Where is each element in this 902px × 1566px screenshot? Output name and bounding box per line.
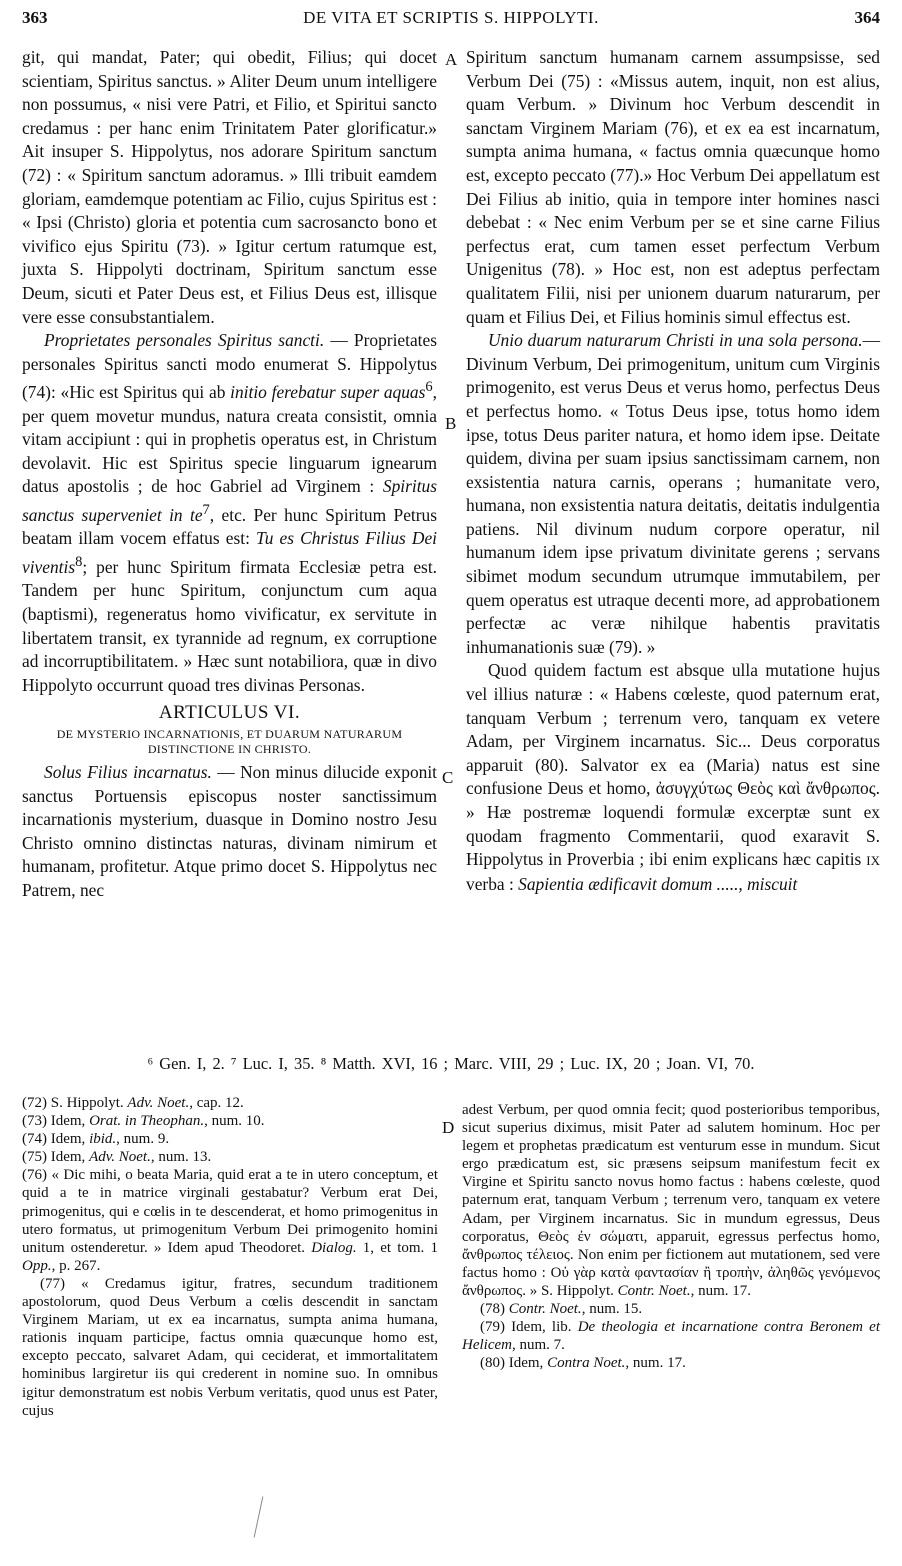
margin-marker-a: A bbox=[445, 50, 458, 69]
section-heading: Proprietates personales Spiritus sancti. bbox=[44, 330, 325, 351]
greek-text: Θεὸς ἐν σώματι bbox=[538, 1228, 644, 1245]
paragraph: Proprietates personales Spiritus sancti. — Proprietates personales Spiritus sancti modo enumerat S. Hippolytus (74): «Hic est Spiritus qui ab initio ferebatur super aquas$^6$, per quem movetur mundus, natura creata consistit, omnia vitam accipiunt : qui in prophetis operatus est, in Christum devolavit. Hic est Spiritus specie linguarum ignearum datus apostolis ; de hoc Gabriel ad Virginem : Spiritus sanctus superveniet in $te^7$, etc. Per hunc Spiritum Petrus beatam illam vocem effatus est: Tu es Christus Filius Dei viventis$^8$; per hunc Spiritum firmata Ecclesiæ petra est. Tandem per hunc Spiritum, conjunctum cum aqua (baptismi), regeneratus homo vivificatur, ex servitute in libertatem transit, ex tyrannide ad regnum, ex corruptione ad incorruptibilitatem. » Hæc sunt notabiliora, quæ in divo Hippolyto occurrunt quoad tres divinas Personas. bbox=[22, 330, 437, 695]
footnote: (77) « Credamus igitur, fratres, secundum traditionem apostolorum, quod Deus Verbum a cœlis descendit in sanctam Virginem Mariam, ut ex ea incarnatus, sumpta anima humana, rationis inquam participe, factus omnia quæcunque homo est, excepto peccato, salvaret Adam, qui ceciderat, et immortalitatem hominibus largiretur iis qui crederent in nomine suo. In omnibus igitur demonstratum est nobis Verbum veritatis, quod unus est Pater, cujus bbox=[22, 1275, 438, 1419]
margin-marker-c: C bbox=[442, 768, 454, 787]
note-ref: 7 bbox=[202, 502, 210, 519]
running-title: DE VITA ET SCRIPTIS S. HIPPOLYTI. bbox=[303, 8, 599, 27]
margin-marker-b: B bbox=[445, 414, 457, 433]
footnotes-left bbox=[22, 1094, 438, 1420]
scan-mark bbox=[254, 1496, 264, 1537]
running-header bbox=[22, 8, 880, 38]
greek-text: ἄνθρωπος τέλειος bbox=[462, 1246, 570, 1263]
scripture-footnotes: ⁶ Gen. I, 2. ⁷ Luc. I, 35. ⁸ Matth. XVI, 16 ; Marc. VIII, 29 ; Luc. IX, 20 ; Joan. VI, 70. bbox=[147, 1054, 755, 1073]
note-ref: 8 bbox=[75, 554, 83, 571]
greek-text: ἀσυγχύτως Θεὸς καὶ ἄνθρωπος bbox=[655, 778, 876, 799]
footnote: (78) Contr. Noet., num. 15. bbox=[480, 1301, 643, 1318]
footnote: (76) « Dic mihi, o beata Maria, quid erat a te in utero conceptum, et quid a te in matrice virginali gestabatur? Verbum erat Dei, primogenitus, qui e cœlis in te descenderat, et homo primogenitus in utero formatus, ut primogenitum Verbum Dei primogenito homini unitum ostenderetur. » Idem apud Theodoret. Dialog. 1, et tom. 1 Opp., p. 267. bbox=[22, 1167, 438, 1274]
margin-marker-d: D bbox=[442, 1118, 455, 1137]
footnote: (74) Idem, ibid., num. 9. bbox=[22, 1131, 170, 1148]
section-heading: Solus Filius incarnatus. bbox=[44, 762, 212, 783]
footnote: (72) S. Hippolyt. Adv. Noet., cap. 12. bbox=[22, 1095, 244, 1111]
page-number-left: 363 bbox=[22, 8, 48, 27]
right-column bbox=[466, 46, 880, 896]
left-column bbox=[22, 46, 437, 903]
paragraph: Solus Filius incarnatus. — Non minus dilucide exponit sanctus Portuensis episcopus noster sanctissimum incarnationis mysterium, duasque in Domino nostro Jesu Christo omnino distinctas naturas, divinam nimirum et humanam, profitetur. Atque primo docet S. Hippolytus nec Patrem, nec bbox=[22, 762, 437, 900]
paragraph: Quod quidem factum est absque ulla mutatione hujus vel illius naturæ : « Habens cœleste, quod paternum erat, tanquam Verbum ; terrenum vero, tanquam ex vetere Adam, per Virginem incarnatus. Sic... Deus corporatus apparuit (80). Salvator ex ea (Maria) natus est sine confusione Deus et homo, ἀσυγχύτως Θεὸς καὶ ἄνθρωπος. » Hæ postremæ loquendi formulæ excerptæ sunt ex quodam fragmento Commentarii, quod exaravit S. Hippolytus in Proverbia ; ibi enim explicans hæc capitis IX verba : Sapientia ædificavit domum ....., miscuit bbox=[466, 660, 880, 894]
paragraph: Spiritum sanctum humanam carnem assumpsisse, sed Verbum Dei (75) : «Missus autem, inquit, non est alius, quam Verbum. » Divinum hoc Verbum descendit in sanctam Virginem Mariam (76), et ex ea est incarnatum, sumpta anima humana, « factus omnia quæcunque homo est, excepto peccato (77).» Hoc Verbum Dei appellatum est Dei Filius ab initio, quia in tempore inter homines nasci debebat : « Nec enim Verbum per se et sine carne Filius perfectus erat, cum tamen esset perfectum Verbum Unigenitus (78). » Hoc est, non est adeptus perfectam qualitatem Filii, nisi per unionem duarum naturarum, per quam et Filius Dei, et Filius hominis simul effectus est. bbox=[466, 47, 880, 327]
section-heading: Unio duarum naturarum Christi in una sola persona. bbox=[488, 330, 863, 351]
footnote: (79) Idem, lib. De theologia et incarnatione contra Beronem et Helicem, num. 7. bbox=[462, 1319, 880, 1354]
footnote: (75) Idem, Adv. Noet., num. 13. bbox=[22, 1149, 212, 1166]
note-ref: 6 bbox=[425, 379, 433, 396]
footnote: (80) Idem, Contra Noet., num. 17. bbox=[480, 1355, 686, 1372]
paragraph: git, qui mandat, Pater; qui obedit, Filius; qui docet scientiam, Spiritus sanctus. » Aliter Deum unum intelligere non possumus, « nisi vere Patri, et Filio, et Spiritui sancto credamus : per hanc enim Trinitatem Pater glorificatur.» Ait insuper S. Hippolytus, nos adorare Spiritum sanctum (72) : « Spiritum sanctum adoramus. » Illi tribuit eamdem gloriam, eamdemque potentiam ac Filio, cujus Spiritus est : « Ipsi (Christo) gloria et potentia cum sacrosancto bono et vivifico ejus Spiritu (73). » Igitur certum ratumque est, juxta S. Hippolyti doctrinam, Spiritum sanctum esse Deum, sicuti et Pater Deus est, et Filius Deus est, illisque vere esse consubstantialem. bbox=[22, 47, 437, 327]
footnote: (73) Idem, Orat. in Theophan., num. 10. bbox=[22, 1113, 265, 1130]
footnotes-right bbox=[462, 1101, 880, 1372]
article-title: ARTICULUS VI. bbox=[158, 702, 301, 724]
footnote-continuation: adest Verbum, per quod omnia fecit; quod posterioribus temporibus, sicut superius diximus, misit Pater ad salutem hominum. Hoc per legem et prophetas prædicatum est venturum esse in mundum. Sicut ergo prædicatum est, sic præsens seipsum manifestum fecit ex Virgine et Spiritu sancto novus homo factus : habens cœleste, quod paternum erat, tanquam Verbum ; terrenum vero, tanquam ex vetere Adam, per Virginem incarnatus. Sic in mundum egressus, Deus corporatus, Θεὸς ἐν σώματι, apparuit, egressus perfectus homo, ἄνθρωπος τέλειος. Non enim per fictionem aut mutationem, sed vere factus homo : Οὐ γὰρ κατὰ φαντασίαν ἢ τροπὴν, ἀληθῶς γενόμενος ἄνθρωπος. » S. Hippolyt. Contr. Noet., num. 17. bbox=[462, 1102, 880, 1299]
article-subtitle: DE MYSTERIO INCARNATIONIS, ET DUARUM NATURARUM DISTINCTIONE IN CHRISTO. bbox=[56, 727, 403, 757]
page-number-right: 364 bbox=[854, 8, 880, 27]
paragraph: Unio duarum naturarum Christi in una sola persona.— Divinum Verbum, Dei primogenitum, unitum cum Virginis primogenito, est verus Deus et verus homo, perfectus Deus et perfectus homo. « Totus Deus ipse, totus homo idem ipse, totus Deus pariter natura, et homo idem ipse. Deitate quidem, divina per suam ipsius sanctissimam carnem, non exsistentia natura carnis, operans ; humanitate vero, humana, non exsistentia natura deitatis, deitatis indulgentia patiens. Nil divinum nudum corpore operatur, nil humanum idem ipse privatum divinitate gerens ; servans sibimet modum secundum utrumque immutabilem, per quem operatus est utraque decenti more, ad approbationem perfectæ ac veræ nihilque habentis pravitatis inhumanationis suæ (79). » bbox=[466, 330, 880, 657]
greek-text: Οὐ γὰρ κατὰ φαντασίαν ἢ τροπὴν, ἀληθῶς γενόμενος ἄνθρωπος bbox=[462, 1264, 880, 1299]
